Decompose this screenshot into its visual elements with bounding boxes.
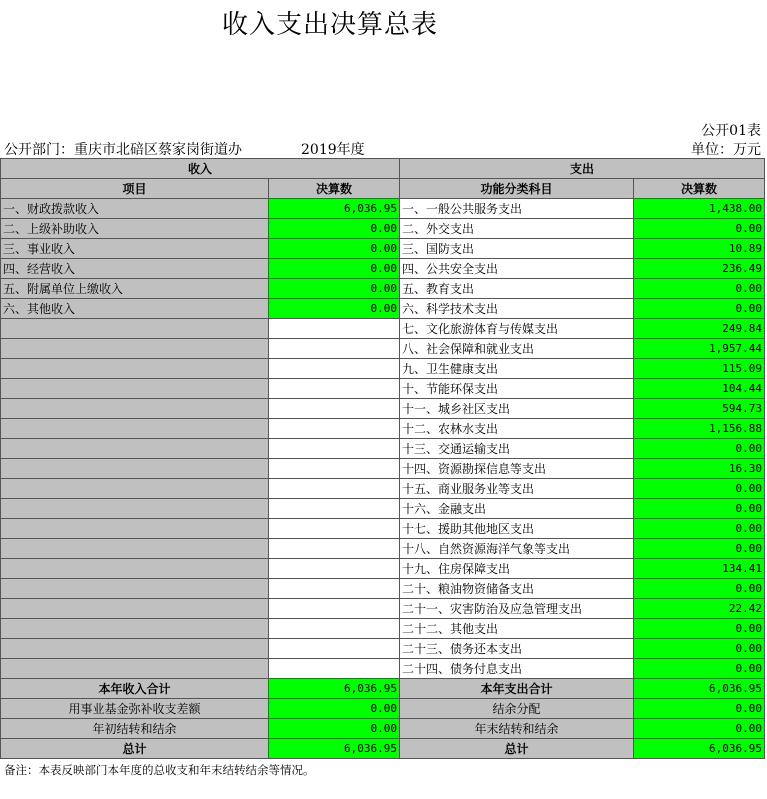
summary-expense-label: 结余分配 <box>400 699 634 719</box>
table-row <box>1 499 765 519</box>
income-empty-cell <box>1 479 269 499</box>
income-item-value: 6,036.95 <box>269 199 400 219</box>
expense-item-value: 0.00 <box>634 619 765 639</box>
income-empty-value <box>269 619 400 639</box>
table-row <box>1 459 765 479</box>
expense-item-label: 十九、住房保障支出 <box>400 559 634 579</box>
income-item-value: 0.00 <box>269 259 400 279</box>
fiscal-year: 2019年度 <box>301 142 365 158</box>
unit-label: 单位：万元 <box>691 142 761 158</box>
summary-row <box>1 699 765 719</box>
table-row <box>1 259 765 279</box>
income-empty-cell <box>1 559 269 579</box>
income-empty-value <box>269 339 400 359</box>
expense-item-label: 八、社会保障和就业支出 <box>400 339 634 359</box>
table-row <box>1 299 765 319</box>
summary-income-value: 6,036.95 <box>269 739 400 759</box>
report-title: 收入支出决算总表 <box>221 10 438 40</box>
income-item-label: 五、附属单位上缴收入 <box>1 279 269 299</box>
summary-expense-label: 年末结转和结余 <box>400 719 634 739</box>
income-empty-value <box>269 499 400 519</box>
income-empty-cell <box>1 639 269 659</box>
form-number: 公开01表 <box>701 123 761 139</box>
income-empty-value <box>269 459 400 479</box>
table-row <box>1 439 765 459</box>
summary-row <box>1 679 765 699</box>
income-item-label: 三、事业收入 <box>1 239 269 259</box>
expense-item-label: 十五、商业服务业等支出 <box>400 479 634 499</box>
table-row <box>1 619 765 639</box>
expense-item-value: 236.49 <box>634 259 765 279</box>
income-empty-value <box>269 359 400 379</box>
expense-item-label: 十六、金融支出 <box>400 499 634 519</box>
expense-item-value: 0.00 <box>634 659 765 679</box>
income-empty-cell <box>1 439 269 459</box>
summary-income-value: 0.00 <box>269 699 400 719</box>
income-empty-value <box>269 319 400 339</box>
summary-income-label: 年初结转和结余 <box>1 719 269 739</box>
expense-item-label: 九、卫生健康支出 <box>400 359 634 379</box>
income-item-label: 一、财政拨款收入 <box>1 199 269 219</box>
table-row <box>1 379 765 399</box>
table-row <box>1 599 765 619</box>
table-row <box>1 659 765 679</box>
summary-income-label: 本年收入合计 <box>1 679 269 699</box>
income-empty-cell <box>1 599 269 619</box>
expense-item-value: 0.00 <box>634 479 765 499</box>
income-item-label: 二、上级补助收入 <box>1 219 269 239</box>
expense-item-label: 一、一般公共服务支出 <box>400 199 634 219</box>
expense-item-label: 五、教育支出 <box>400 279 634 299</box>
expense-item-label: 六、科学技术支出 <box>400 299 634 319</box>
summary-expense-label: 总计 <box>400 739 634 759</box>
table-row <box>1 639 765 659</box>
expense-item-label: 二十三、债务还本支出 <box>400 639 634 659</box>
function-column-header: 功能分类科目 <box>400 179 634 199</box>
expense-item-value: 1,438.00 <box>634 199 765 219</box>
budget-summary-table <box>0 158 765 759</box>
income-empty-value <box>269 579 400 599</box>
income-empty-value <box>269 419 400 439</box>
income-item-value: 0.00 <box>269 299 400 319</box>
expense-item-value: 0.00 <box>634 639 765 659</box>
expense-item-label: 三、国防支出 <box>400 239 634 259</box>
income-empty-cell <box>1 579 269 599</box>
expense-item-value: 22.42 <box>634 599 765 619</box>
income-empty-value <box>269 519 400 539</box>
expense-item-label: 二十一、灾害防治及应急管理支出 <box>400 599 634 619</box>
income-empty-value <box>269 479 400 499</box>
income-empty-value <box>269 599 400 619</box>
table-row <box>1 359 765 379</box>
expense-item-label: 十三、交通运输支出 <box>400 439 634 459</box>
expense-item-value: 249.84 <box>634 319 765 339</box>
table-row <box>1 559 765 579</box>
expense-item-value: 10.89 <box>634 239 765 259</box>
expense-item-value: 104.44 <box>634 379 765 399</box>
expense-item-value: 0.00 <box>634 579 765 599</box>
expense-item-value: 0.00 <box>634 519 765 539</box>
summary-expense-value: 6,036.95 <box>634 739 765 759</box>
income-item-label: 四、经营收入 <box>1 259 269 279</box>
expense-amount-column-header: 决算数 <box>634 179 765 199</box>
summary-expense-label: 本年支出合计 <box>400 679 634 699</box>
expense-item-value: 1,156.88 <box>634 419 765 439</box>
expense-item-label: 十七、援助其他地区支出 <box>400 519 634 539</box>
table-row <box>1 399 765 419</box>
expense-item-value: 0.00 <box>634 279 765 299</box>
table-row <box>1 579 765 599</box>
income-empty-value <box>269 559 400 579</box>
table-row <box>1 319 765 339</box>
income-empty-cell <box>1 459 269 479</box>
income-item-value: 0.00 <box>269 239 400 259</box>
income-empty-value <box>269 379 400 399</box>
table-row <box>1 199 765 219</box>
item-column-header: 项目 <box>1 179 269 199</box>
expense-item-value: 134.41 <box>634 559 765 579</box>
income-empty-cell <box>1 539 269 559</box>
expense-item-label: 十一、城乡社区支出 <box>400 399 634 419</box>
expense-item-value: 0.00 <box>634 219 765 239</box>
expense-item-value: 16.30 <box>634 459 765 479</box>
income-empty-cell <box>1 419 269 439</box>
summary-income-value: 0.00 <box>269 719 400 739</box>
income-section-header: 收入 <box>1 159 400 179</box>
income-item-label: 六、其他收入 <box>1 299 269 319</box>
expense-item-label: 十二、农林水支出 <box>400 419 634 439</box>
summary-expense-value: 6,036.95 <box>634 679 765 699</box>
expense-item-label: 二十、粮油物资储备支出 <box>400 579 634 599</box>
expense-item-label: 二十四、债务付息支出 <box>400 659 634 679</box>
expense-item-value: 0.00 <box>634 539 765 559</box>
amount-column-header: 决算数 <box>269 179 400 199</box>
summary-income-label: 用事业基金弥补收支差额 <box>1 699 269 719</box>
summary-income-value: 6,036.95 <box>269 679 400 699</box>
income-empty-cell <box>1 519 269 539</box>
income-empty-cell <box>1 339 269 359</box>
expense-item-value: 0.00 <box>634 299 765 319</box>
expense-item-value: 0.00 <box>634 439 765 459</box>
income-empty-value <box>269 399 400 419</box>
expense-item-label: 十、节能环保支出 <box>400 379 634 399</box>
income-empty-cell <box>1 319 269 339</box>
table-row <box>1 239 765 259</box>
summary-expense-value: 0.00 <box>634 699 765 719</box>
table-row <box>1 339 765 359</box>
expense-item-label: 四、公共安全支出 <box>400 259 634 279</box>
expense-section-header: 支出 <box>400 159 765 179</box>
income-empty-value <box>269 639 400 659</box>
expense-item-label: 七、文化旅游体育与传媒支出 <box>400 319 634 339</box>
expense-item-value: 0.00 <box>634 499 765 519</box>
expense-item-value: 594.73 <box>634 399 765 419</box>
footnote: 备注：本表反映部门本年度的总收支和年末结转结余等情况。 <box>4 763 315 777</box>
income-empty-cell <box>1 659 269 679</box>
summary-row <box>1 719 765 739</box>
table-row <box>1 279 765 299</box>
summary-row <box>1 739 765 759</box>
income-empty-value <box>269 539 400 559</box>
expense-item-label: 十四、资源勘探信息等支出 <box>400 459 634 479</box>
summary-expense-value: 0.00 <box>634 719 765 739</box>
expense-item-value: 1,957.44 <box>634 339 765 359</box>
table-row <box>1 419 765 439</box>
dept-line <box>4 139 365 159</box>
table-row <box>1 539 765 559</box>
expense-item-value: 115.09 <box>634 359 765 379</box>
department-label: 公开部门：重庆市北碚区蔡家岗街道办 <box>4 142 242 158</box>
table-row <box>1 479 765 499</box>
expense-item-label: 二十二、其他支出 <box>400 619 634 639</box>
expense-item-label: 二、外交支出 <box>400 219 634 239</box>
income-empty-value <box>269 439 400 459</box>
income-empty-cell <box>1 359 269 379</box>
income-item-value: 0.00 <box>269 279 400 299</box>
table-row <box>1 519 765 539</box>
income-empty-value <box>269 659 400 679</box>
income-empty-cell <box>1 379 269 399</box>
summary-income-label: 总计 <box>1 739 269 759</box>
income-empty-cell <box>1 499 269 519</box>
income-item-value: 0.00 <box>269 219 400 239</box>
table-row <box>1 219 765 239</box>
expense-item-label: 十八、自然资源海洋气象等支出 <box>400 539 634 559</box>
income-empty-cell <box>1 619 269 639</box>
income-empty-cell <box>1 399 269 419</box>
